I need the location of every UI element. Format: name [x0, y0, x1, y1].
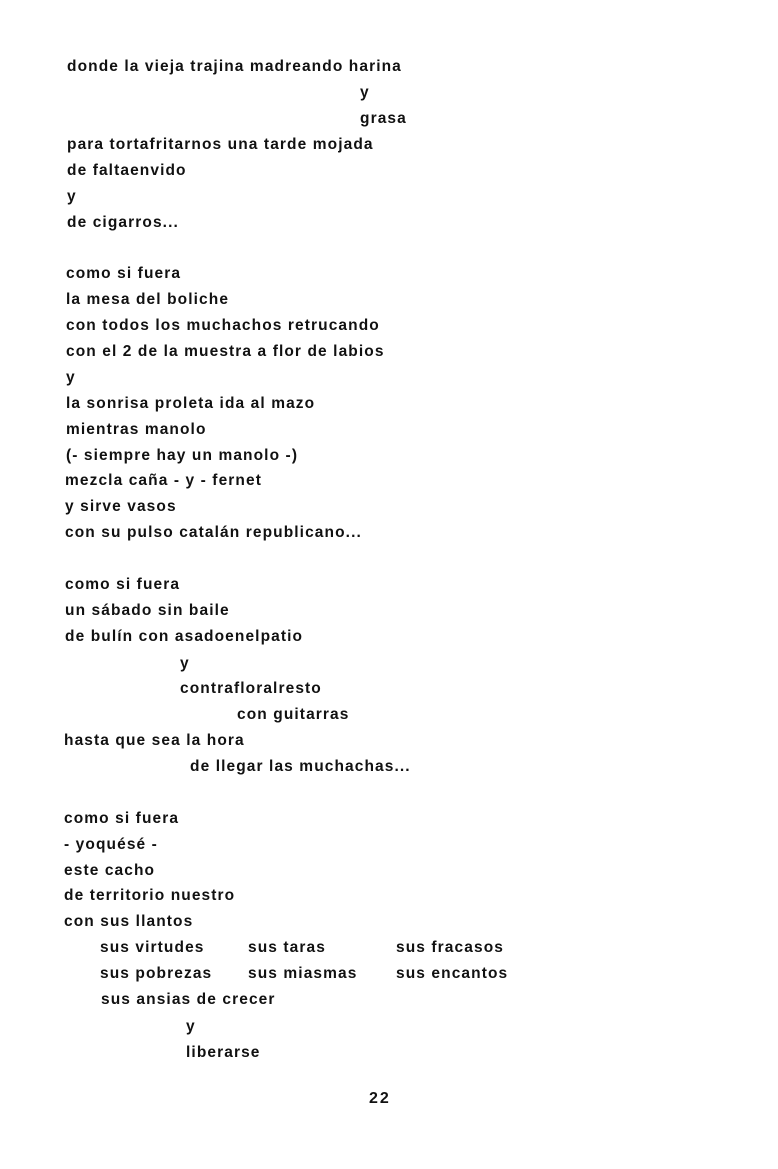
poem-line: como si fuera	[66, 265, 182, 282]
poem-line: y	[66, 369, 76, 386]
poem-line: contrafloralresto	[180, 680, 322, 697]
poem-line: sus ansias de crecer	[101, 991, 276, 1008]
poem-line: como si fuera	[65, 576, 181, 593]
poem-line: y	[180, 655, 190, 672]
poem-line: sus encantos	[396, 965, 509, 982]
poem-line: de territorio nuestro	[64, 887, 236, 904]
poem-line: de llegar las muchachas...	[190, 758, 411, 775]
poem-line: y	[67, 188, 77, 205]
poem-line: para tortafritarnos una tarde mojada	[67, 136, 374, 153]
page-number: 22	[369, 1090, 391, 1107]
poem-line: con su pulso catalán republicano...	[65, 524, 362, 541]
poem-line: - yoquésé -	[64, 836, 158, 853]
poem-line: hasta que sea la hora	[64, 732, 245, 749]
poem-line: mezcla caña - y - fernet	[65, 472, 262, 489]
poem-line: de faltaenvido	[67, 162, 187, 179]
poem-line: (- siempre hay un manolo -)	[66, 447, 299, 464]
poem-line: con guitarras	[237, 706, 350, 723]
poem-line: la mesa del boliche	[66, 291, 230, 308]
poem-line: liberarse	[186, 1044, 261, 1061]
poem-line: y	[360, 84, 370, 101]
poem-line: sus virtudes	[100, 939, 205, 956]
poem-line: sus taras	[248, 939, 326, 956]
poem-line: como si fuera	[64, 810, 180, 827]
poem-line: sus pobrezas	[100, 965, 213, 982]
poem-line: mientras manolo	[66, 421, 207, 438]
poem-line: con todos los muchachos retrucando	[66, 317, 380, 334]
poem-line: un sábado sin baile	[65, 602, 230, 619]
poem-line: con el 2 de la muestra a flor de labios	[66, 343, 385, 360]
poem-line: de cigarros...	[67, 214, 179, 231]
poem-line: y	[186, 1018, 196, 1035]
poem-line: sus miasmas	[248, 965, 358, 982]
poem-line: y sirve vasos	[65, 498, 177, 515]
poem-line: con sus llantos	[64, 913, 194, 930]
poem-line: este cacho	[64, 862, 156, 879]
poem-line: la sonrisa proleta ida al mazo	[66, 395, 316, 412]
poem-line: grasa	[360, 110, 407, 127]
poem-line: donde la vieja trajina madreando harina	[67, 58, 402, 75]
poem-line: de bulín con asadoenelpatio	[65, 628, 304, 645]
poem-line: sus fracasos	[396, 939, 504, 956]
